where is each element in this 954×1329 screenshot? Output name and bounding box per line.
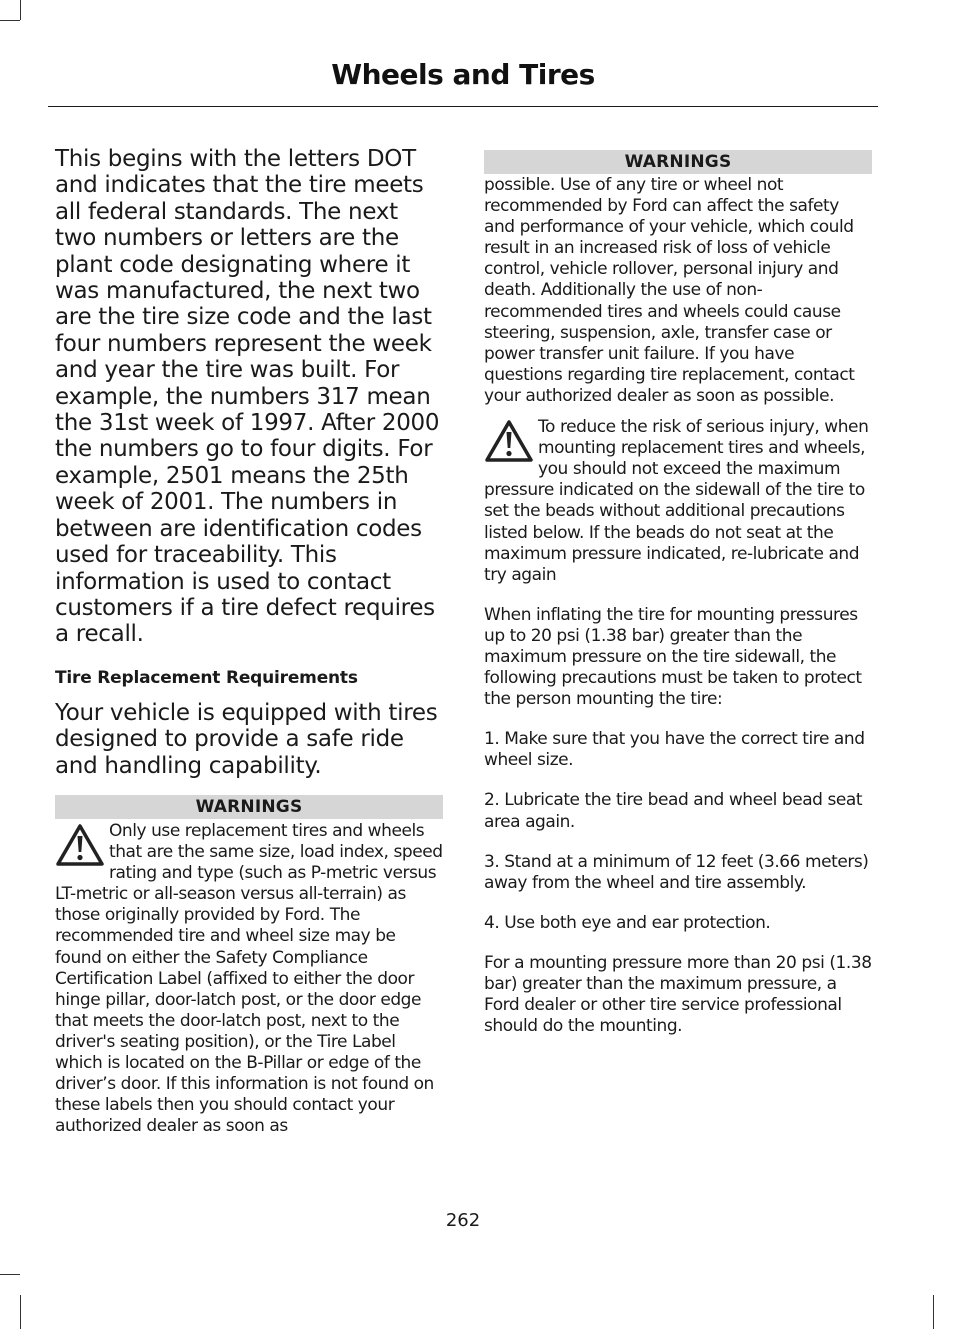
- closing-paragraph: For a mounting pressure more than 20 psi (1.38 bar) greater than the maximum pressure, a Ford dealer or other tire service professional should do the mounting.: [484, 952, 872, 1037]
- list-item: 4. Use both eye and ear protection.: [484, 912, 771, 933]
- right-column: [484, 150, 872, 1056]
- inflation-intro: When inflating the tire for mounting pressures up to 20 psi (1.38 bar) greater than the maximum pressure on the tire sidewall, the following precautions must be taken to protect the person mounting the tire:: [484, 604, 862, 710]
- warning-text: Only use replacement tires and wheels that are the same size, load index, speed rating and type (such as P-metric versus LT-metric or all-season versus all-terrain) as those originally provided by Ford. The recommended tire and wheel size may be found on either the Safety Compliance Certification Label (affixed to either the door hinge pillar, door-latch post, or the door edge that meets the door-latch post, next to the driver's seating position), or the Tire Label which is located on the B-Pillar or edge of the driver’s door. If this information is not found on these labels then you should contact your authorized dealer as soon as: [55, 820, 443, 1137]
- warning-triangle-icon: [55, 823, 105, 867]
- warning-triangle-icon: [484, 419, 534, 463]
- page-number: 262: [445, 1210, 481, 1231]
- section-lead: Your vehicle is equipped with tires designed to provide a safe ride and handling capability.: [55, 699, 438, 779]
- crop-mark: [20, 0, 21, 20]
- dot-code-intro: This begins with the letters DOT and indicates that the tire meets all federal standards. The next two numbers or letters are the plant code designating where it was manufactured, the next two are the tire size code and the last four numbers represent the week and year the tire was built. For example, the numbers 317 mean the 31st week of 1997. After 2000 the numbers go to four digits. For example, 2501 means the 25th week of 2001. The numbers in between are identification codes used for traceability. This information is used to contact customers if a tire defect requires a recall.: [55, 146, 440, 648]
- crop-mark: [20, 1295, 21, 1329]
- warning-block: [484, 417, 872, 586]
- crop-mark: [0, 20, 20, 21]
- warnings-header: WARNINGS: [484, 150, 872, 174]
- page-title: Wheels and Tires: [331, 58, 595, 91]
- left-column: [55, 146, 443, 1137]
- section-heading: Tire Replacement Requirements: [55, 667, 358, 688]
- crop-mark: [933, 1295, 934, 1329]
- warning-block: [55, 821, 443, 1137]
- warning-continued-text: possible. Use of any tire or wheel not recommended by Ford can affect the safety and performance of your vehicle, which could result in an increased risk of loss of vehicle control, vehicle rollover, personal injury and death. Additionally the use of non-recommended tires and wheels could cause steering, suspension, axle, transfer case or power transfer unit failure. If you have questions regarding tire replacement, contact your authorized dealer as soon as possible.: [484, 175, 855, 406]
- warnings-header: WARNINGS: [55, 795, 443, 819]
- list-item: 3. Stand at a minimum of 12 feet (3.66 meters) away from the wheel and tire assembly.: [484, 851, 869, 893]
- list-item: 2. Lubricate the tire bead and wheel bead seat area again.: [484, 790, 863, 832]
- title-divider: [48, 106, 878, 107]
- crop-mark: [0, 1274, 20, 1275]
- warning-text: To reduce the risk of serious injury, when mounting replacement tires and wheels, you should not exceed the maximum pressure indicated on the sidewall of the tire to set the beads without additional precautions listed below. If the beads do not seat at the maximum pressure indicated, re-lubricate and try again: [484, 417, 869, 585]
- list-item: 1. Make sure that you have the correct tire and wheel size.: [484, 729, 865, 771]
